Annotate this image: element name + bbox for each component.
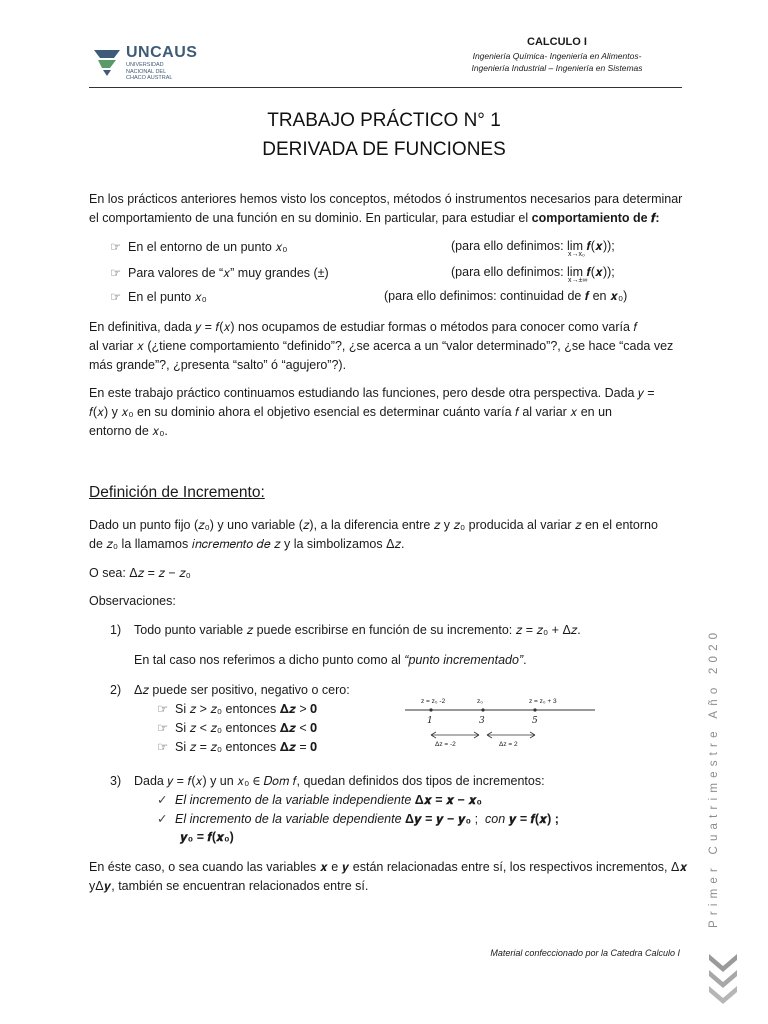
careers-line-1: Ingeniería Química- Ingeniería en Alimentos-: [472, 51, 642, 61]
bullet-left: Para valores de “𝑥” muy grandes (±): [128, 266, 329, 280]
diagram-label: z = z₀ + 3: [529, 698, 557, 705]
case-item: Si 𝑧 = 𝑧₀ entonces 𝚫𝒛 = 𝟎: [175, 740, 318, 754]
diagram-label: z = z₀ -2: [421, 698, 446, 705]
side-semester-text: Primer Cuatrimestre Año 2020: [708, 627, 720, 928]
university-logo: [92, 44, 222, 90]
con-text: con: [485, 812, 506, 826]
diagram-tick: 5: [532, 716, 538, 726]
logo-sub-line: UNIVERSIDAD: [126, 62, 164, 68]
obs-number: 2): [110, 683, 122, 697]
case-item: Si 𝑧 < 𝑧₀ entonces 𝚫𝒛 < 𝟎: [175, 721, 318, 735]
paragraph-line: En definitiva, dada 𝑦 = 𝑓(𝑥) nos ocupamos de estudiar formas o métodos para conocer como varía 𝑓: [89, 320, 638, 334]
observations-label: Observaciones:: [89, 594, 176, 608]
pointing-hand-icon: ☞: [110, 266, 122, 280]
paragraph-line: En este trabajo práctico continuamos estudiando las funciones, pero desde otra perspectiva. Dada 𝑦 =: [89, 386, 655, 400]
checkmark-icon: ✓: [157, 793, 168, 807]
course-title: CALCULO I: [527, 36, 587, 48]
obs-period: .: [523, 653, 527, 667]
final-line: yΔ𝒚, también se encuentran relacionados entre sí.: [89, 879, 369, 893]
obs-text: Todo punto variable 𝑧 puede escribirse en función de su incremento: 𝑧 = 𝑧₀ + Δ𝑧.: [134, 623, 581, 637]
limit-subscript: x→±∞: [568, 277, 588, 284]
final-line: En éste caso, o sea cuando las variables 𝒙 e 𝒚 están relacionadas entre sí, los respectivos incrementos, Δ𝒙: [89, 860, 688, 874]
increment-dependent-formula: Δ𝒚 = 𝒚 − 𝒚₀: [405, 812, 472, 826]
bullet-right: (para ello definimos: lim 𝒇(𝒙));: [451, 265, 615, 279]
paragraph-line: al variar 𝑥 (¿tiene comportamiento “definido”?, ¿se acerca a un “valor determinado”?, ¿se hace “cada vez: [89, 339, 674, 353]
logo-sub-line: NACIONAL DEL: [126, 68, 167, 75]
bullet-right: (para ello definimos: continuidad de 𝒇 en 𝒙₀): [384, 289, 628, 303]
bullet-right: (para ello definimos: lim 𝒇(𝒙));: [451, 239, 615, 253]
pointing-hand-icon: ☞: [157, 702, 169, 716]
logo-mark-icon: [92, 46, 122, 76]
pointing-hand-icon: ☞: [110, 290, 122, 304]
bullet-left: En el punto 𝑥₀: [128, 290, 207, 304]
chevron-down-icon: [706, 950, 740, 1010]
intro-line: En los prácticos anteriores hemos visto los conceptos, métodos ó instrumentos necesarios para determinar: [89, 192, 683, 206]
paragraph-line: entorno de 𝑥₀.: [89, 424, 168, 438]
diagram-label: z₀: [477, 698, 483, 705]
function-at-point-formula: 𝒚₀ = 𝒇(𝒙₀): [180, 830, 234, 844]
logo-name: UNCAUS: [126, 44, 198, 61]
diagram-delta: Δz = -2: [435, 741, 456, 748]
function-formula: 𝒚 = 𝒇(𝒙) ;: [508, 812, 559, 826]
case-item: Si 𝑧 > 𝑧₀ entonces 𝚫𝒛 > 𝟎: [175, 702, 318, 716]
obs-text: Dada 𝑦 = 𝑓(𝑥) y un 𝑥₀ ∈ 𝐷𝑜𝑚 𝑓, quedan definidos dos tipos de incrementos:: [134, 774, 545, 788]
intro-bold: comportamiento de 𝒇:: [531, 211, 660, 225]
increment-dependent-label: El incremento de la variable dependiente: [175, 812, 402, 826]
obs-italic: “punto incrementado”: [404, 653, 524, 667]
definition-formula: O sea: Δ𝑧 = 𝑧 − 𝑧₀: [89, 566, 191, 580]
obs-text: Δ𝑧 puede ser positivo, negativo o cero:: [134, 683, 350, 697]
logo-sub-line: CHACO AUSTRAL: [126, 75, 173, 81]
definition-line: Dado un punto fijo (𝑧₀) y uno variable (𝑧), a la diferencia entre 𝑧 y 𝑧₀ producida al variar 𝑧 en el entorno: [89, 518, 658, 532]
obs-number: 3): [110, 774, 122, 788]
pointing-hand-icon: ☞: [110, 240, 122, 254]
page-title: TRABAJO PRÁCTICO N° 1: [267, 110, 501, 131]
diagram-tick: 1: [427, 716, 433, 726]
limit-subscript: x→x₀: [568, 251, 585, 258]
paragraph-line: 𝑓(𝑥) y 𝑥₀ en su dominio ahora el objetivo esencial es determinar cuánto varía 𝑓 al variar 𝑥 en un: [89, 405, 612, 419]
obs-text: En tal caso nos referimos a dicho punto como al: [134, 653, 401, 667]
paragraph-line: más grande”?, ¿presenta “salto” ó “agujero”?).: [89, 358, 347, 372]
diagram-tick: 3: [479, 716, 485, 726]
pointing-hand-icon: ☞: [157, 721, 169, 735]
footer-text: Material confeccionado por la Catedra Calculo I: [490, 948, 680, 958]
definition-line: de 𝑧₀ la llamamos 𝑖𝑛𝑐𝑟𝑒𝑚𝑒𝑛𝑡𝑜 𝑑𝑒 𝑧 y la simbolizamos Δ𝑧.: [89, 537, 405, 551]
checkmark-icon: ✓: [157, 812, 168, 826]
section-title: Definición de Incremento:: [89, 484, 265, 501]
obs-number: 1): [110, 623, 122, 637]
intro-line: el comportamiento de una función en su dominio. En particular, para estudiar el: [89, 211, 529, 225]
increment-independent-formula: Δ𝒙 = 𝒙 − 𝒙₀: [414, 793, 482, 807]
careers-line-2: Ingeniería Industrial – Ingeniería en Sistemas: [471, 63, 643, 73]
number-line-diagram: [405, 695, 595, 755]
pointing-hand-icon: ☞: [157, 740, 169, 754]
increment-independent-label: El incremento de la variable independiente: [175, 793, 412, 807]
diagram-delta: Δz = 2: [499, 741, 518, 748]
page-subtitle: DERIVADA DE FUNCIONES: [262, 139, 506, 160]
header-divider: [89, 87, 682, 88]
bullet-left: En el entorno de un punto 𝑥₀: [128, 240, 288, 254]
